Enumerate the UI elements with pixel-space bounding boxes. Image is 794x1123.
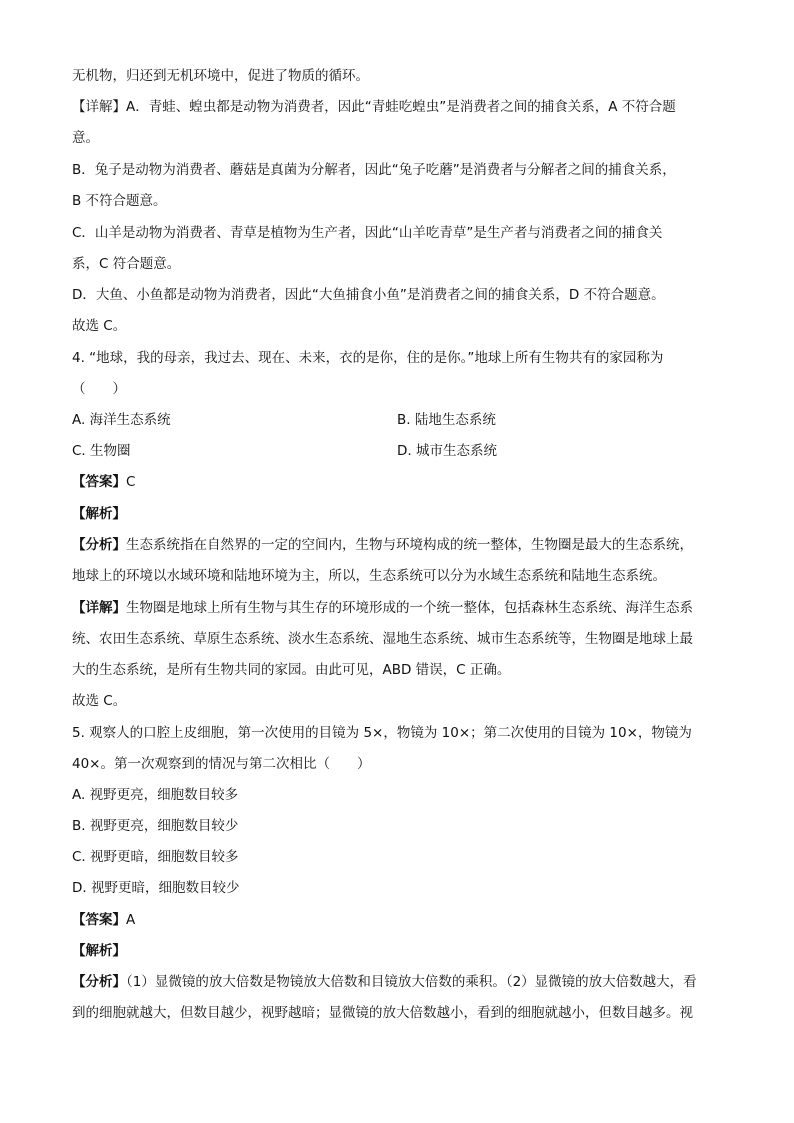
question-4-fenxi xyxy=(72,535,732,555)
xiangjie-tag: 【详解】 xyxy=(72,600,126,616)
question-4-option-b: B. 陆地生态系统 xyxy=(397,412,496,428)
text-line: C．山羊是动物为消费者、青草是植物为生产者，因此“山羊吃青草”是生产者与消费者之间的捕食关 xyxy=(72,225,663,241)
answer-tag: 【答案】 xyxy=(72,474,126,490)
text-line: 大的生态系统，是所有生物共同的家园。由此可见，ABD 错误，C 正确。 xyxy=(72,662,511,678)
text-line: 统、农田生态系统、草原生态系统、淡水生态系统、湿地生态系统、城市生态系统等，生物圈是地球上最 xyxy=(72,631,693,647)
answer-tag: 【答案】 xyxy=(72,912,126,928)
question-5-stem-cont: 40×。第一次观察到的情况与第二次相比（ ） xyxy=(72,756,371,772)
answer-value: C xyxy=(126,474,136,490)
text-line: 无机物，归还到无机环境中，促进了物质的循环。 xyxy=(72,68,369,84)
text-line: B 不符合题意。 xyxy=(72,193,167,209)
answer-value: A xyxy=(126,912,136,928)
question-4-answer xyxy=(72,472,732,492)
question-4-stem-blank: （ ） xyxy=(72,381,126,397)
question-5-fenxi xyxy=(72,972,732,992)
question-4-option-d: D. 城市生态系统 xyxy=(397,443,497,459)
analysis-tag: 【解析】 xyxy=(72,943,126,959)
question-5-analysis-heading xyxy=(72,941,732,961)
text-line: B．兔子是动物为消费者、蘑菇是真菌为分解者，因此“兔子吃蘑”是消费者与分解者之间的捕食关系， xyxy=(72,162,676,178)
question-4-analysis-heading xyxy=(72,504,732,524)
text-line: 地球上的环境以水域环境和陆地环境为主，所以，生态系统可以分为水域生态系统和陆地生态系统。 xyxy=(72,568,666,584)
question-5-option-b: B. 视野更亮，细胞数目较少 xyxy=(72,818,239,834)
question-4-option-c: C. 生物圈 xyxy=(72,443,131,459)
fenxi-text: （1）显微镜的放大倍数是物镜放大倍数和目镜放大倍数的乘积。（2）显微镜的放大倍数越大，看 xyxy=(126,974,697,990)
fenxi-text: 生态系统指在自然界的一定的空间内，生物与环境构成的统一整体，生物圈是最大的生态系统， xyxy=(126,537,693,553)
question-5-option-c: C. 视野更暗，细胞数目较多 xyxy=(72,849,239,865)
text-line: 意。 xyxy=(72,130,99,146)
question-4-stem: 4. “地球，我的母亲，我过去、现在、未来，衣的是你，住的是你。”地球上所有生物共有的家园称为 xyxy=(72,350,664,366)
text-line: 系，C 符合题意。 xyxy=(72,256,181,272)
question-5-option-a: A. 视野更亮，细胞数目较多 xyxy=(72,787,239,803)
question-5-answer xyxy=(72,910,732,930)
question-5-stem: 5. 观察人的口腔上皮细胞，第一次使用的目镜为 5×，物镜为 10×；第二次使用的目镜为 10×，物镜为 xyxy=(72,725,692,741)
fenxi-tag: 【分析】 xyxy=(72,974,126,990)
text-line: 到的细胞就越大，但数目越少，视野越暗；显微镜的放大倍数越小，看到的细胞就越小，但数目越多。视 xyxy=(72,1005,693,1021)
question-5-option-d: D. 视野更暗，细胞数目较少 xyxy=(72,880,240,896)
question-4-conclusion: 故选 C。 xyxy=(72,693,127,709)
question-4-xiangjie xyxy=(72,598,732,618)
xiangjie-text: 生物圈是地球上所有生物与其生存的环境形成的一个统一整体，包括森林生态系统、海洋生态系 xyxy=(126,600,693,616)
text-line: 【详解】A．青蛙、蝗虫都是动物为消费者，因此“青蛙吃蝗虫”是消费者之间的捕食关系，A 不符合题 xyxy=(72,99,676,115)
question-4-option-a: A. 海洋生态系统 xyxy=(72,412,171,428)
text-line: D．大鱼、小鱼都是动物为消费者，因此“大鱼捕食小鱼”是消费者之间的捕食关系，D 不符合题意。 xyxy=(72,287,665,303)
text-line: 故选 C。 xyxy=(72,318,127,334)
fenxi-tag: 【分析】 xyxy=(72,537,126,553)
analysis-tag: 【解析】 xyxy=(72,506,126,522)
